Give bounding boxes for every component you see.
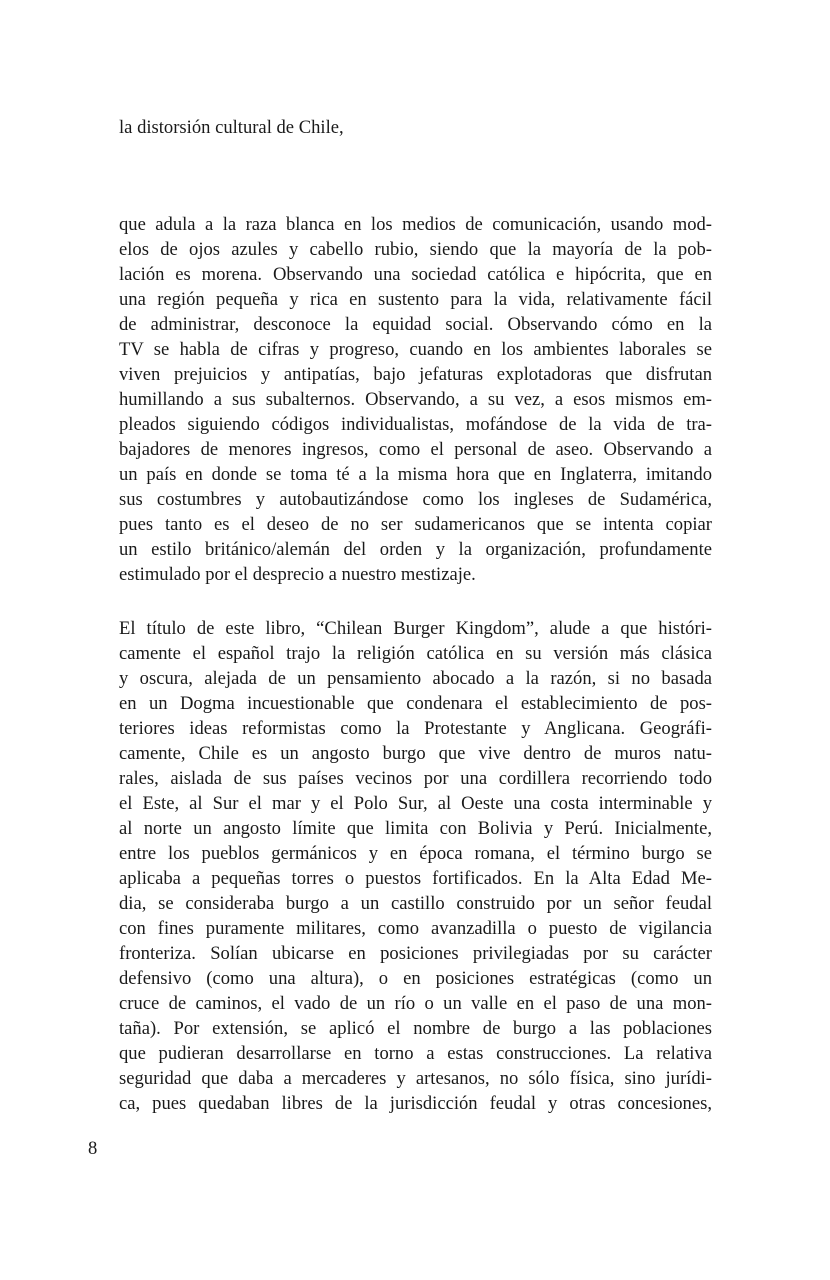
paragraph-line: que adula a la raza blanca en los medios de comunicación, usando mod- [119, 214, 712, 235]
paragraph-line: taña). Por extensión, se aplicó el nombre de burgo a las poblaciones [119, 1018, 712, 1039]
paragraph-line: y oscura, alejada de un pensamiento abocado a la razón, si no basada [119, 668, 712, 689]
paragraph-line: pues tanto es el deseo de no ser sudamericanos que se intenta copiar [119, 514, 712, 535]
paragraph-line: humillando a sus subalternos. Observando, a su vez, a esos mismos em- [119, 389, 712, 410]
paragraph-line: estimulado por el desprecio a nuestro mestizaje. [119, 564, 476, 585]
paragraph-line: aplicaba a pequeñas torres o puestos fortificados. En la Alta Edad Me- [119, 868, 712, 889]
paragraph-2 [0, 616, 712, 1116]
paragraph-line: un país en donde se toma té a la misma hora que en Inglaterra, imitando [119, 464, 712, 485]
paragraph-line: un estilo británico/alemán del orden y la organización, profundamente [119, 539, 712, 560]
paragraph-line: en un Dogma incuestionable que condenara el establecimiento de pos- [119, 693, 712, 714]
paragraph-line: entre los pueblos germánicos y en época romana, el término burgo se [119, 843, 712, 864]
paragraph-line: sus costumbres y autobautizándose como los ingleses de Sudamérica, [119, 489, 712, 510]
paragraph-line: viven prejuicios y antipatías, bajo jefaturas explotadoras que disfrutan [119, 364, 712, 385]
page-number: 8 [88, 1138, 98, 1159]
paragraph-line: camente, Chile es un angosto burgo que vive dentro de muros natu- [119, 743, 712, 764]
paragraph-line: pleados siguiendo códigos individualistas, mofándose de la vida de tra- [119, 414, 712, 435]
paragraph-line: que pudieran desarrollarse en torno a estas construcciones. La relativa [119, 1043, 712, 1064]
paragraph-line: con fines puramente militares, como avanzadilla o puesto de vigilancia [119, 918, 712, 939]
paragraph-line: de administrar, desconoce la equidad social. Observando cómo en la [119, 314, 712, 335]
paragraph-line: lación es morena. Observando una sociedad católica e hipócrita, que en [119, 264, 712, 285]
paragraph-line: defensivo (como una altura), o en posiciones estratégicas (como un [119, 968, 712, 989]
paragraph-line: el Este, al Sur el mar y el Polo Sur, al Oeste una costa interminable y [119, 793, 712, 814]
opening-line: la distorsión cultural de Chile, [119, 117, 344, 138]
paragraph-line: seguridad que daba a mercaderes y artesanos, no sólo física, sino jurídi- [119, 1068, 712, 1089]
paragraph-line: TV se habla de cifras y progreso, cuando en los ambientes laborales se [119, 339, 712, 360]
paragraph-line: fronteriza. Solían ubicarse en posiciones privilegiadas por su carácter [119, 943, 712, 964]
paragraph-line: bajadores de menores ingresos, como el personal de aseo. Observando a [119, 439, 712, 460]
paragraph-1 [0, 212, 712, 587]
paragraph-line: al norte un angosto límite que limita con Bolivia y Perú. Inicialmente, [119, 818, 712, 839]
paragraph-line: elos de ojos azules y cabello rubio, siendo que la mayoría de la pob- [119, 239, 712, 260]
paragraph-line: camente el español trajo la religión católica en su versión más clásica [119, 643, 712, 664]
paragraph-line: ca, pues quedaban libres de la jurisdicción feudal y otras concesiones, [119, 1093, 712, 1114]
paragraph-line: El título de este libro, “Chilean Burger Kingdom”, alude a que históri- [119, 618, 712, 639]
paragraph-line: rales, aislada de sus países vecinos por una cordillera recorriendo todo [119, 768, 712, 789]
paragraph-line: una región pequeña y rica en sustento para la vida, relativamente fácil [119, 289, 712, 310]
paragraph-line: dia, se consideraba burgo a un castillo construido por un señor feudal [119, 893, 712, 914]
paragraph-line: teriores ideas reformistas como la Protestante y Anglicana. Geográfi- [119, 718, 712, 739]
paragraph-line: cruce de caminos, el vado de un río o un valle en el paso de una mon- [119, 993, 712, 1014]
